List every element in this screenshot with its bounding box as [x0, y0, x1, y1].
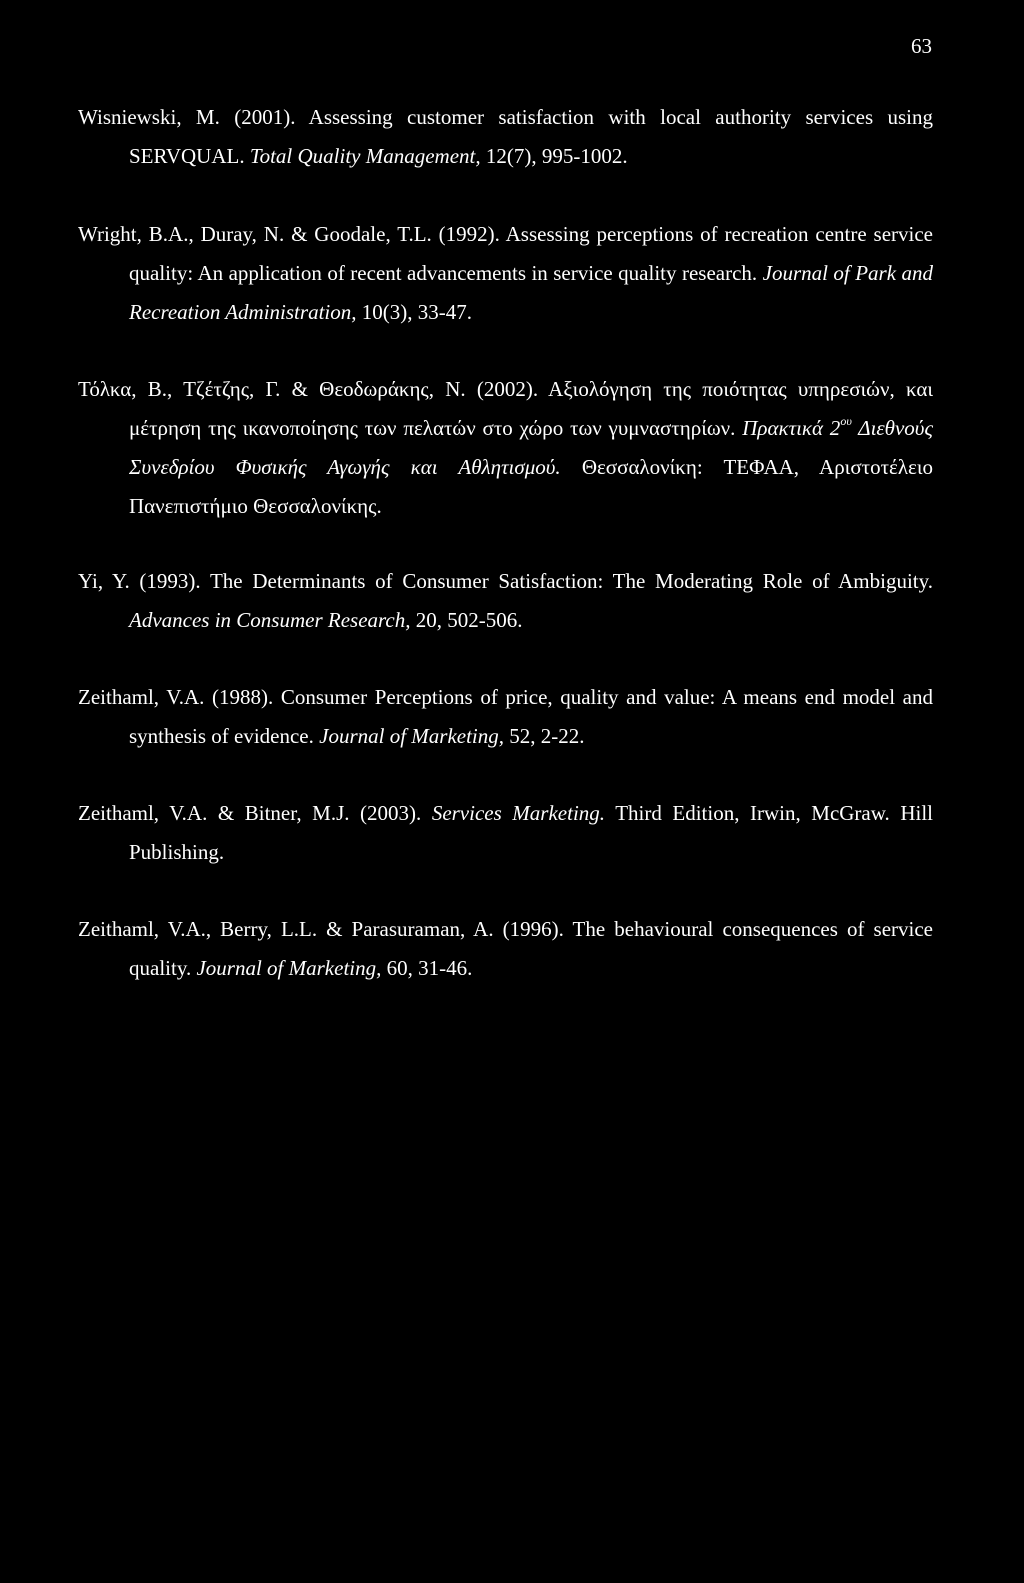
reference-details: Third Edition, Irwin, McGraw. Hill Publishing. — [129, 801, 933, 864]
reference-details: 60, 31-46. — [381, 956, 473, 980]
reference-entry — [78, 678, 933, 756]
reference-entry — [78, 794, 933, 872]
reference-entry — [78, 215, 933, 332]
reference-source-title: Total Quality Management, — [249, 144, 481, 168]
reference-entry — [78, 562, 933, 640]
reference-source-title: Journal of Park and Recreation Administration, — [129, 261, 933, 324]
reference-details: 10(3), 33-47. — [356, 300, 472, 324]
reference-details: 20, 502-506. — [410, 608, 523, 632]
reference-entry — [78, 98, 933, 176]
reference-superscript: ου — [840, 414, 852, 428]
reference-list — [78, 98, 933, 1027]
reference-text: Zeithaml, V.A. & Bitner, M.J. (2003). — [78, 801, 432, 825]
reference-source-title: Journal of Marketing, — [196, 956, 382, 980]
reference-entry — [78, 910, 933, 988]
reference-source-title: Διεθνούς Συνεδρίου Φυσικής Αγωγής και Αθλητισμού. — [129, 416, 933, 479]
reference-text: Yi, Y. (1993). The Determinants of Consumer Satisfaction: The Moderating Role of Ambiguity. — [78, 569, 933, 593]
page-number: 63 — [911, 34, 932, 58]
reference-text: Wright, B.A., Duray, N. & Goodale, T.L. (1992). Assessing perceptions of recreation centre service quality: An application of recent advancements in service quality research. — [78, 222, 933, 285]
reference-text: Wisniewski, M. (2001). Assessing customer satisfaction with local authority services using SERVQUAL. — [78, 105, 933, 168]
reference-source-title: Journal of Marketing, — [319, 724, 505, 748]
reference-source-title-prefix: Πρακτικά 2 — [742, 416, 841, 440]
reference-details: 52, 2-22. — [504, 724, 585, 748]
reference-source-title: Advances in Consumer Research, — [129, 608, 411, 632]
reference-text: Zeithaml, V.A. (1988). Consumer Perceptions of price, quality and value: A means end model and synthesis of evidence. — [78, 685, 933, 748]
reference-source-title: Services Marketing. — [431, 801, 606, 825]
reference-details: 12(7), 995-1002. — [480, 144, 628, 168]
reference-text: Zeithaml, V.A., Berry, L.L. & Parasuraman, A. (1996). The behavioural consequences of service quality. — [78, 917, 933, 980]
reference-entry — [78, 370, 933, 526]
reference-text: Τόλκα, Β., Τζέτζης, Γ. & Θεοδωράκης, Ν. (2002). Αξιολόγηση της ποιότητας υπηρεσιών, και μέτρηση της ικανοποίησης των πελατών στο χώρο των γυμναστηρίων. — [78, 377, 933, 440]
reference-details: Θεσσαλονίκη: ΤΕΦΑΑ, Αριστοτέλειο Πανεπιστήμιο Θεσσαλονίκης. — [129, 455, 933, 518]
